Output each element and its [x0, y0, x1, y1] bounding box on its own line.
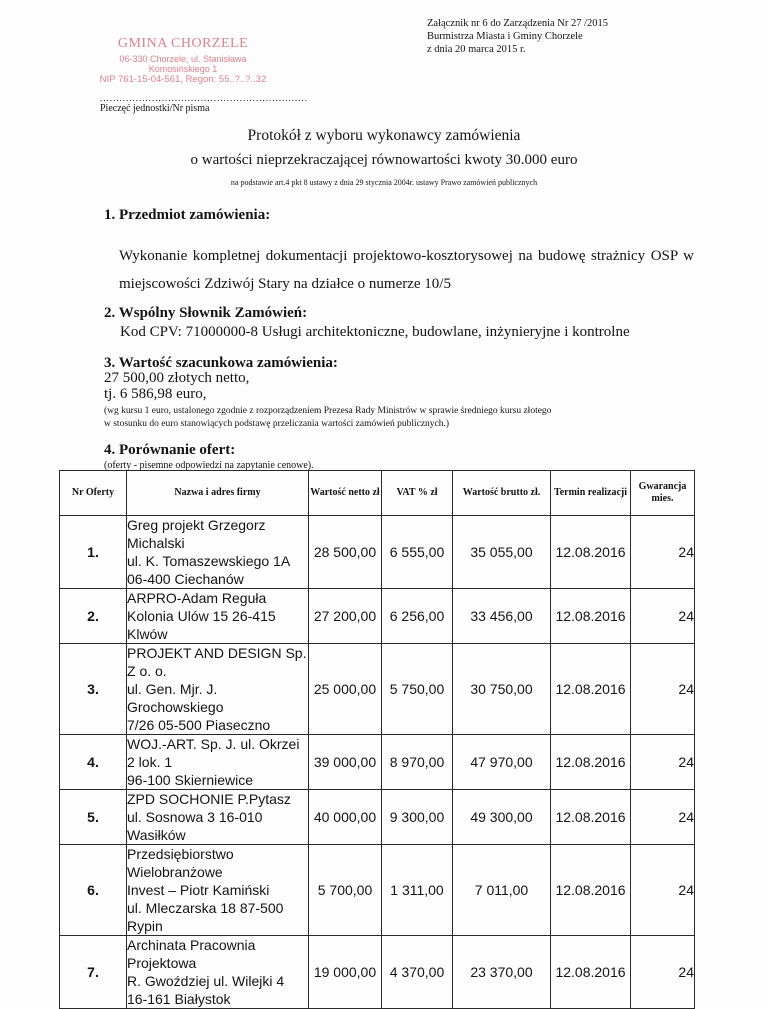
- offer-number: 4.: [60, 735, 127, 790]
- firm-line: PROJEKT AND DESIGN Sp. Z o. o.: [127, 645, 307, 679]
- offer-number: 5.: [60, 790, 127, 845]
- table-row: [60, 589, 695, 644]
- warranty-value: 24: [631, 936, 695, 1009]
- firm-cell: [127, 516, 309, 589]
- firm-line: ZPD SOCHONIE P.Pytasz: [127, 791, 291, 807]
- annex-line-1: Załącznik nr 6 do Zarządzenia Nr 27 /2015: [427, 18, 609, 29]
- firm-line: R. Gwoździej ul. Wilejki 4: [127, 973, 285, 989]
- note-line-1: (wg kursu 1 euro, ustalonego zgodnie z rozporządzeniem Prezesa Rady Ministrów w sprawie średniego kursu złotego: [104, 406, 552, 416]
- vat-value: 1 311,00: [382, 845, 453, 936]
- firm-line: Kolonia Ulów 15 26-415 Klwów: [127, 608, 276, 642]
- vat-value: 6 256,00: [382, 589, 453, 644]
- firm-cell: [127, 845, 309, 936]
- vat-value: 5 750,00: [382, 644, 453, 735]
- firm-cell: [127, 790, 309, 845]
- table-header-row: [60, 471, 695, 516]
- firm-line: 06-400 Ciechanów: [127, 571, 244, 587]
- net-value: 27 200,00: [309, 589, 382, 644]
- term-value: 12.08.2016: [551, 589, 631, 644]
- section-1-body: Wykonanie kompletnej dokumentacji projektowo-kosztorysowej na budowę strażnicy OSP w miejscowości Zdziwój Stary na działce o numerze 10/5: [119, 248, 694, 292]
- section-1-heading: 1. Przedmiot zamówienia:: [104, 207, 271, 223]
- estimated-value-pln: 27 500,00 złotych netto,: [104, 370, 250, 386]
- firm-line: ul. Sosnowa 3 16-010 Wasiłków: [127, 809, 263, 843]
- net-value: 40 000,00: [309, 790, 382, 845]
- term-value: 12.08.2016: [551, 516, 631, 589]
- net-value: 28 500,00: [309, 516, 382, 589]
- legal-basis: na podstawie art.4 pkt 8 ustawy z dnia 29 stycznia 2004r. ustawy Prawo zamówień publicznych: [230, 178, 538, 187]
- firm-line: Invest – Piotr Kamiński: [127, 882, 270, 898]
- annex-note: [427, 17, 608, 56]
- firm-cell: [127, 936, 309, 1009]
- stamp-ids: NIP 761-15-04-561, Regon: 55..?..?..32: [99, 74, 267, 85]
- table-row: [60, 845, 695, 936]
- firm-cell: [127, 735, 309, 790]
- firm-line: Przedsiębiorstwo Wielobranżowe: [127, 846, 234, 880]
- header-nr: Nr Oferty: [60, 471, 127, 516]
- firm-line: Archinata Pracownia Projektowa: [127, 937, 256, 971]
- offer-number: 1.: [60, 516, 127, 589]
- firm-line: ul. Gen. Mjr. J. Grochowskiego: [127, 681, 224, 715]
- section-3-heading: 3. Wartość szacunkowa zamówienia:: [104, 355, 338, 371]
- vat-value: 8 970,00: [382, 735, 453, 790]
- term-value: 12.08.2016: [551, 845, 631, 936]
- gross-value: 35 055,00: [453, 516, 551, 589]
- gross-value: 30 750,00: [453, 644, 551, 735]
- offer-number: 6.: [60, 845, 127, 936]
- warranty-value: 24: [631, 516, 695, 589]
- vat-value: 9 300,00: [382, 790, 453, 845]
- header-vat: VAT % zł: [382, 471, 453, 516]
- section-4-note: (oferty - pisemne odpowiedzi na zapytanie cenowe).: [104, 460, 314, 471]
- warranty-value: 24: [631, 735, 695, 790]
- warranty-value: 24: [631, 845, 695, 936]
- firm-cell: [127, 589, 309, 644]
- gross-value: 33 456,00: [453, 589, 551, 644]
- gross-value: 49 300,00: [453, 790, 551, 845]
- signature-dots: ................................................................: [100, 93, 308, 103]
- section-3-note: [104, 405, 551, 431]
- annex-line-2: Burmistrza Miasta i Gminy Chorzele: [427, 31, 583, 42]
- document-title: Protokół z wyboru wykonawcy zamówienia: [247, 127, 521, 144]
- header-gross: Wartość brutto zł.: [453, 471, 551, 516]
- firm-line: 7/26 05-500 Piaseczno: [127, 717, 271, 733]
- firm-line: ul. Mleczarska 18 87-500 Rypin: [127, 900, 284, 934]
- firm-line: ul. K. Tomaszewskiego 1A: [127, 553, 291, 569]
- section-4-heading: 4. Porównanie ofert:: [104, 442, 236, 458]
- estimated-value-eur: tj. 6 586,98 euro,: [104, 385, 207, 402]
- warranty-value: 24: [631, 644, 695, 735]
- term-value: 12.08.2016: [551, 644, 631, 735]
- firm-cell: [127, 644, 309, 735]
- term-value: 12.08.2016: [551, 936, 631, 1009]
- table-row: [60, 516, 695, 589]
- document-subtitle: o wartości nieprzekraczającej równowartości kwoty 30.000 euro: [190, 152, 578, 168]
- seal-label: Pieczęć jednostki/Nr pisma: [100, 103, 210, 114]
- net-value: 39 000,00: [309, 735, 382, 790]
- offer-number: 2.: [60, 589, 127, 644]
- section-2-heading: 2. Wspólny Słownik Zamówień:: [104, 305, 308, 321]
- vat-value: 4 370,00: [382, 936, 453, 1009]
- net-value: 19 000,00: [309, 936, 382, 1009]
- firm-line: 96-100 Skierniewice: [127, 772, 254, 788]
- net-value: 5 700,00: [309, 845, 382, 936]
- table-row: [60, 644, 695, 735]
- stamp-name: GMINA CHORZELE: [117, 36, 249, 51]
- term-value: 12.08.2016: [551, 790, 631, 845]
- warranty-value: 24: [631, 589, 695, 644]
- section-2-body: Kod CPV: 71000000-8 Usługi architektoniczne, budowlane, inżynieryjne i kontrolne: [120, 324, 630, 340]
- gross-value: 47 970,00: [453, 735, 551, 790]
- vat-value: 6 555,00: [382, 516, 453, 589]
- gross-value: 7 011,00: [453, 845, 551, 936]
- gross-value: 23 370,00: [453, 936, 551, 1009]
- header-warranty: Gwarancja mies.: [631, 471, 695, 516]
- section-3-body: [104, 371, 249, 402]
- stamp-address: 06-330 Chorzele, ul. Stanisława Komosińskiego 1: [119, 54, 247, 74]
- header-net: Wartość netto zł: [309, 471, 382, 516]
- offer-number: 7.: [60, 936, 127, 1009]
- header-firm: Nazwa i adres firmy: [127, 471, 309, 516]
- warranty-value: 24: [631, 790, 695, 845]
- net-value: 25 000,00: [309, 644, 382, 735]
- annex-line-3: z dnia 20 marca 2015 r.: [427, 44, 526, 55]
- firm-line: Greg projekt Grzegorz Michalski: [127, 517, 266, 551]
- office-stamp: [88, 36, 278, 85]
- table-row: [60, 936, 695, 1009]
- table-row: [60, 735, 695, 790]
- firm-line: ARPRO-Adam Reguła: [127, 590, 267, 606]
- header-term: Termin realizacji: [551, 471, 631, 516]
- firm-line: WOJ.-ART. Sp. J. ul. Okrzei 2 lok. 1: [127, 736, 300, 770]
- note-line-2: w stosunku do euro stanowiących podstawę przeliczania wartości zamówień publicznych.): [104, 419, 450, 429]
- table-row: [60, 790, 695, 845]
- term-value: 12.08.2016: [551, 735, 631, 790]
- firm-line: 16-161 Białystok: [127, 991, 231, 1007]
- offers-table: [59, 470, 695, 1009]
- offer-number: 3.: [60, 644, 127, 735]
